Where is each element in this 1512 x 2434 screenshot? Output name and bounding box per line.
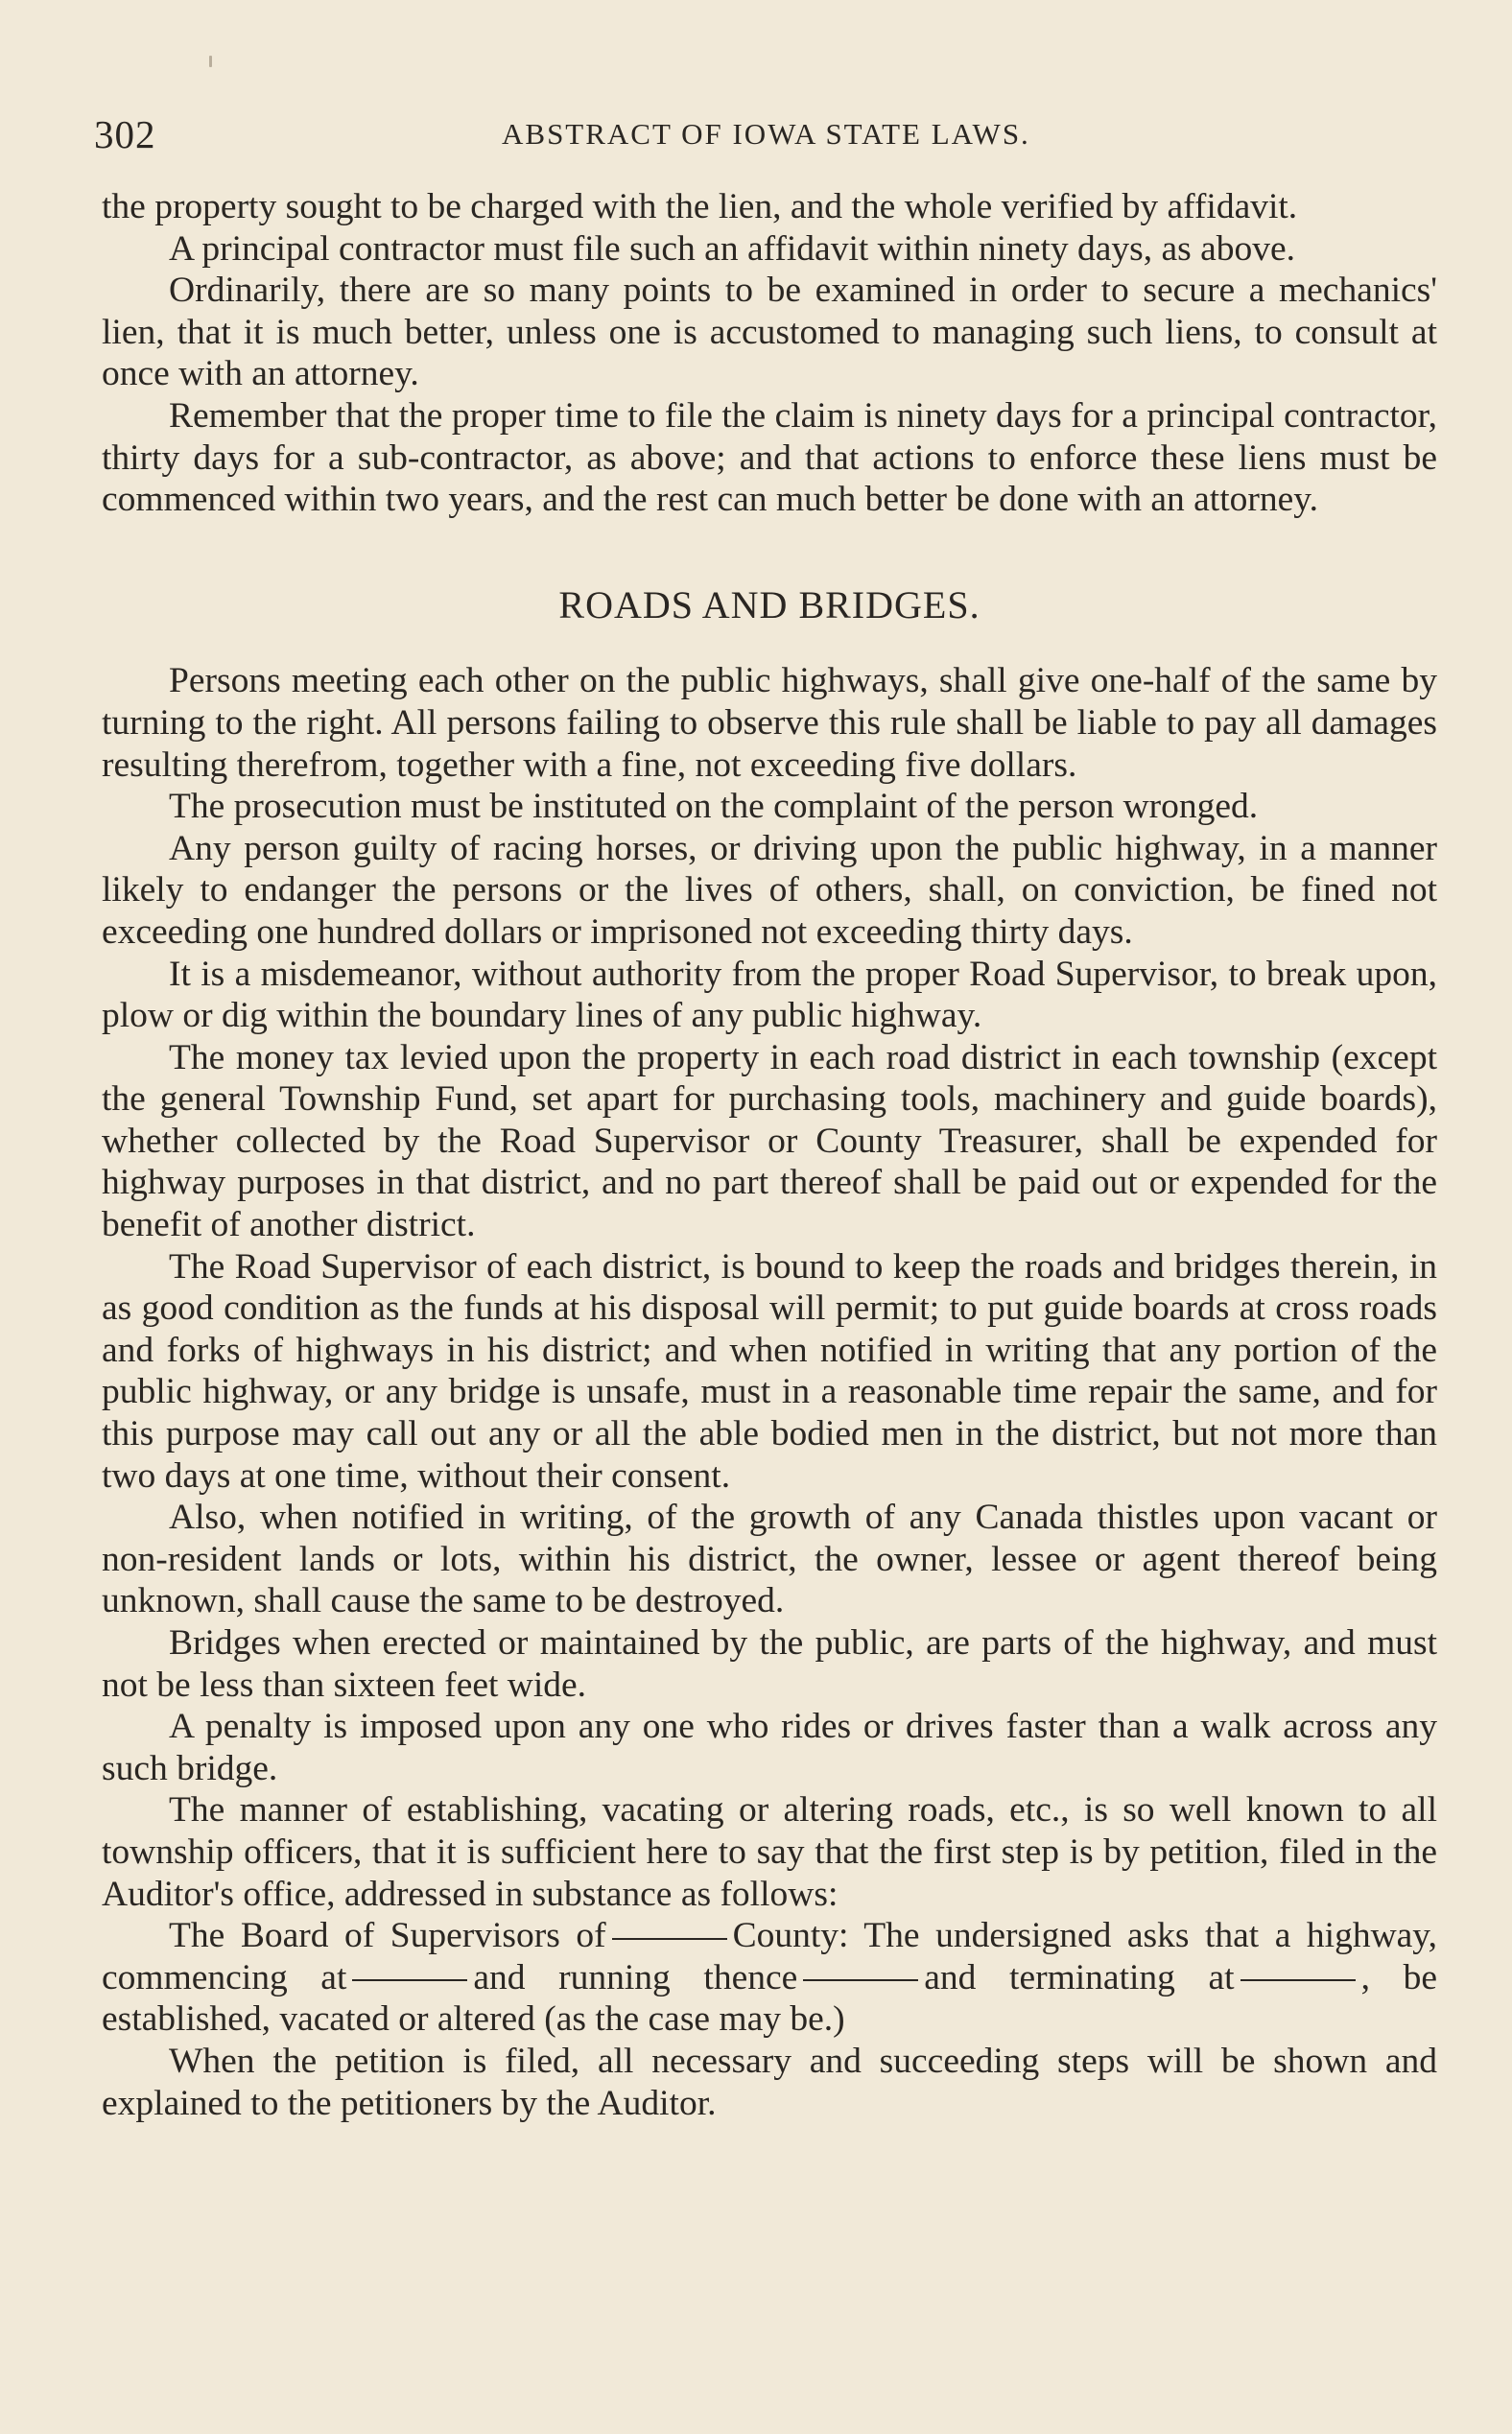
- running-head: [94, 107, 1437, 165]
- petition-form-text-5: , be established, vacated or altered (as the case may be.): [102, 1957, 1437, 2040]
- paragraph-bridges-width: Bridges when erected or maintained by the public, are parts of the highway, and must not be less than sixteen feet wide.: [102, 1623, 1437, 1705]
- paragraph-money-tax: The money tax levied upon the property in each road district in each township (except the general Township Fund, set apart for purchasing tools, machinery and guide boards), whether collected by the Road Supervisor or County Treasurer, shall be expended for highway purposes in that district, and no part thereof shall be paid out or expended for the benefit of another district.: [102, 1037, 1437, 1245]
- petition-form-text-1: The Board of Supervisors of: [169, 1916, 606, 1956]
- blank-line: [803, 1979, 918, 1981]
- paragraph-misdemeanor: It is a misdemeanor, without authority from the proper Road Supervisor, to break upon, plow or dig within the boundary lines of any public highway.: [102, 954, 1437, 1036]
- running-title: ABSTRACT OF IOWA STATE LAWS.: [502, 117, 1030, 151]
- paragraph-prosecution: The prosecution must be instituted on the complaint of the person wronged.: [169, 787, 1259, 827]
- page-number: 302: [94, 112, 156, 156]
- paragraph-consult-attorney: Ordinarily, there are so many points to be examined in order to secure a mechanics' lien, that it is much better, unless one is accustomed to managing such liens, to consult at once with an attorney.: [102, 271, 1437, 394]
- paragraph-racing-horses: Any person guilty of racing horses, or driving upon the public highway, in a manner likely to endanger the persons or the lives of others, shall, on conviction, be fined not exceeding one hundred dollars or imprisoned not exceeding thirty days.: [102, 828, 1437, 952]
- paragraph-lien-verification: the property sought to be charged with the lien, and the whole verified by affidavit.: [102, 187, 1298, 226]
- paragraph-principal-contractor: A principal contractor must file such an affidavit within ninety days, as above.: [169, 228, 1295, 269]
- blank-line: [612, 1938, 727, 1940]
- body-text: [102, 186, 1437, 2124]
- paragraph-petition-filed: When the petition is filed, all necessary and succeeding steps will be shown and explained to the petitioners by the Auditor.: [102, 2041, 1437, 2123]
- paragraph-filing-deadlines: Remember that the proper time to file the claim is ninety days for a principal contractor, thirty days for a sub-contractor, as above; and that actions to enforce these liens must be commenced within two years, and the rest can much better be done with an attorney.: [102, 395, 1437, 520]
- paragraph-petition-form: [102, 1915, 1437, 2041]
- paragraph-bridge-penalty: A penalty is imposed upon any one who rides or drives faster than a walk across any such bridge.: [102, 1707, 1437, 1788]
- section-heading: ROADS AND BRIDGES.: [558, 582, 980, 626]
- paragraph-road-petition: The manner of establishing, vacating or altering roads, etc., is so well known to all township officers, that it is sufficient here to say that the first step is by petition, filed in the Auditor's office, addressed in substance as follows:: [102, 1790, 1437, 1914]
- paper-speck: [209, 56, 212, 67]
- blank-line: [1240, 1979, 1356, 1981]
- petition-form-text-3: and running thence: [473, 1957, 798, 1997]
- paragraph-canada-thistles: Also, when notified in writing, of the growth of any Canada thistles upon vacant or non-resident lands or lots, within his district, the owner, lessee or agent thereof being unknown, shall cause the same to be destroyed.: [102, 1498, 1437, 1621]
- paragraph-turning-right: Persons meeting each other on the public highways, shall give one-half of the same by turning to the right. All persons failing to observe this rule shall be liable to pay all damages resulting therefrom, together with a fine, not exceeding five dollars.: [102, 661, 1437, 785]
- blank-line: [352, 1979, 467, 1981]
- paragraph-road-supervisor: The Road Supervisor of each district, is bound to keep the roads and bridges therein, in as good condition as the funds at his disposal will permit; to put guide boards at cross roads and forks of highways in his district; and when notified in writing that any portion of the public highway, or any bridge is unsafe, must in a reasonable time repair the same, and for this purpose may call out any or all the able bodied men in the district, but not more than two days at one time, without their consent.: [102, 1246, 1437, 1496]
- petition-form-text-2: County: The undersigned asks that a highway, commencing at: [102, 1916, 1437, 1997]
- petition-form-text-4: and terminating at: [924, 1957, 1235, 1997]
